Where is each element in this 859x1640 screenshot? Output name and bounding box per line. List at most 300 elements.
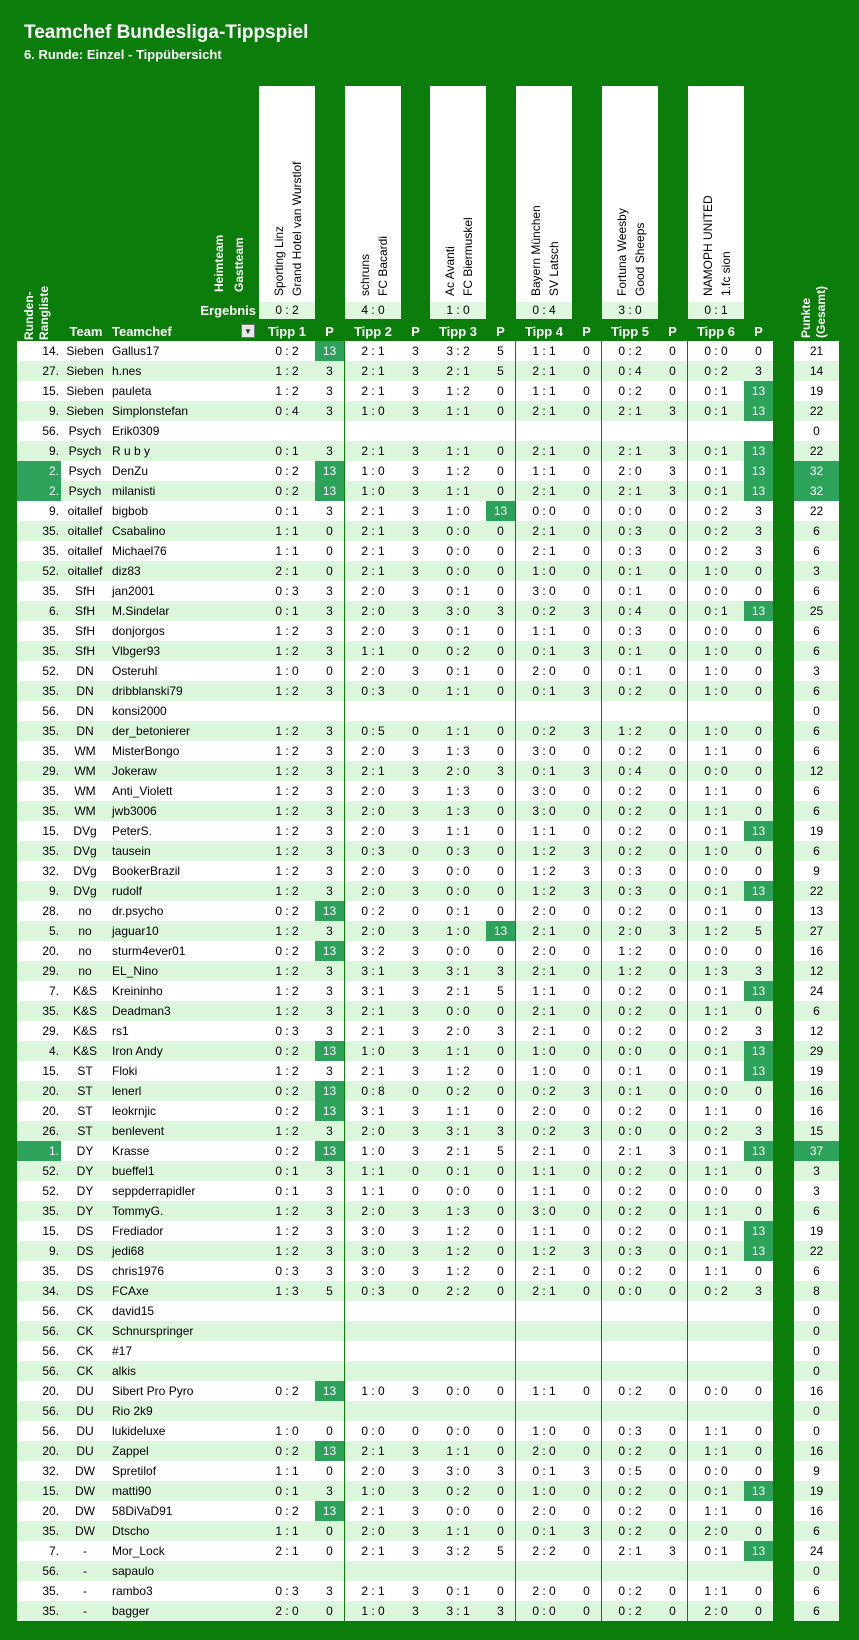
team-cell: no — [61, 961, 109, 981]
tipp2-cell: 2 : 0 — [345, 781, 401, 801]
punkte-cell: 22 — [794, 441, 839, 461]
table-row — [17, 341, 839, 361]
tipp2-cell: 0 : 3 — [345, 681, 401, 701]
p4-cell: 0 — [572, 1601, 601, 1621]
teamchef-cell: jaguar10 — [109, 921, 259, 941]
p4-cell: 0 — [572, 481, 601, 501]
tipp5-cell: 0 : 3 — [602, 541, 658, 561]
tipp2-cell: 3 : 0 — [345, 1221, 401, 1241]
p5-cell: 0 — [658, 1421, 687, 1441]
p3-cell: 0 — [486, 381, 515, 401]
tipp5-cell: 0 : 1 — [602, 1061, 658, 1081]
punkte-cell: 8 — [794, 1281, 839, 1301]
tipp2-cell — [345, 421, 401, 441]
tipp6-cell: 0 : 1 — [688, 901, 744, 921]
p2-cell: 0 — [401, 681, 430, 701]
p6-cell — [744, 1561, 773, 1581]
p4-cell: 0 — [572, 541, 601, 561]
tipp2-cell: 2 : 0 — [345, 1121, 401, 1141]
team-cell: DN — [61, 721, 109, 741]
p5-cell: 0 — [658, 1461, 687, 1481]
tipp2-cell: 2 : 0 — [345, 821, 401, 841]
team-cell: ST — [61, 1121, 109, 1141]
match-column-6 — [688, 86, 744, 316]
p2-cell: 3 — [401, 481, 430, 501]
teamchef-cell: sturm4ever01 — [109, 941, 259, 961]
p2-cell: 3 — [401, 461, 430, 481]
tipp1-cell: 1 : 2 — [259, 881, 315, 901]
punkte-cell: 0 — [794, 421, 839, 441]
tipp1-cell: 0 : 4 — [259, 401, 315, 421]
tipp4-cell: 2 : 1 — [516, 1281, 572, 1301]
p1-cell: 13 — [315, 901, 344, 921]
p3-cell: 0 — [486, 681, 515, 701]
rang-cell: 35. — [17, 521, 61, 541]
tipp1-cell: 0 : 1 — [259, 1181, 315, 1201]
rang-cell: 35. — [17, 1601, 61, 1621]
tipp1-cell: 1 : 2 — [259, 861, 315, 881]
p6-cell: 0 — [744, 1181, 773, 1201]
tipp1-cell: 0 : 2 — [259, 341, 315, 361]
tipp1-cell — [259, 701, 315, 721]
tipp1-cell: 1 : 2 — [259, 921, 315, 941]
table-row — [17, 1161, 839, 1181]
tipp2-cell — [345, 701, 401, 721]
p2-cell: 3 — [401, 381, 430, 401]
p3-cell: 0 — [486, 481, 515, 501]
tipp1-cell: 1 : 0 — [259, 661, 315, 681]
teamchef-cell: david15 — [109, 1301, 259, 1321]
tipp2-cell: 2 : 1 — [345, 1501, 401, 1521]
tipp6-cell: 0 : 2 — [688, 1121, 744, 1141]
tipp2-cell — [345, 1341, 401, 1361]
punkte-cell: 14 — [794, 361, 839, 381]
punkte-cell: 0 — [794, 1401, 839, 1421]
tipp5-cell: 0 : 2 — [602, 1481, 658, 1501]
tipp1-cell: 1 : 2 — [259, 801, 315, 821]
tipp6-cell — [688, 1321, 744, 1341]
teamchef-cell: R u b y — [109, 441, 259, 461]
p5-cell: 0 — [658, 601, 687, 621]
tipp3-cell: 0 : 1 — [430, 1161, 486, 1181]
tipp3-cell: 0 : 0 — [430, 1381, 486, 1401]
teamchef-cell: Zappel — [109, 1441, 259, 1461]
p4-cell: 0 — [572, 361, 601, 381]
p2-cell: 3 — [401, 441, 430, 461]
tipp4-cell: 1 : 1 — [516, 461, 572, 481]
tipp3-cell: 1 : 3 — [430, 741, 486, 761]
result-1: 0 : 2 — [259, 302, 315, 319]
tipp3-cell: 1 : 2 — [430, 461, 486, 481]
punkte-cell: 19 — [794, 381, 839, 401]
tipp6-cell: 0 : 1 — [688, 1041, 744, 1061]
team-cell: ST — [61, 1061, 109, 1081]
p2-cell: 3 — [401, 1221, 430, 1241]
table-row — [17, 1401, 839, 1421]
team-cell: CK — [61, 1361, 109, 1381]
teamchef-cell: Iron Andy — [109, 1041, 259, 1061]
p4-cell — [572, 1561, 601, 1581]
tipp4-cell: 3 : 0 — [516, 1201, 572, 1221]
tipp2-cell: 3 : 1 — [345, 961, 401, 981]
tipp5-cell: 0 : 2 — [602, 1601, 658, 1621]
teamchef-cell: Jokeraw — [109, 761, 259, 781]
punkte-cell: 16 — [794, 941, 839, 961]
team-cell: - — [61, 1581, 109, 1601]
table-row — [17, 421, 839, 441]
tipp6-cell: 1 : 1 — [688, 1261, 744, 1281]
teamchef-cell: diz83 — [109, 561, 259, 581]
tipp3-cell: 3 : 1 — [430, 1121, 486, 1141]
p2-cell: 3 — [401, 561, 430, 581]
tipp2-cell: 0 : 3 — [345, 1281, 401, 1301]
punkte-cell: 6 — [794, 521, 839, 541]
p5-cell: 0 — [658, 1521, 687, 1541]
p5-cell: 0 — [658, 681, 687, 701]
tipp3-cell: 1 : 3 — [430, 781, 486, 801]
tipp3-cell: 2 : 2 — [430, 1281, 486, 1301]
tipp1-cell: 1 : 2 — [259, 841, 315, 861]
tipp2-cell: 1 : 1 — [345, 641, 401, 661]
p6-cell — [744, 701, 773, 721]
p5-cell: 0 — [658, 561, 687, 581]
teamchef-cell: Sibert Pro Pyro — [109, 1381, 259, 1401]
table-row — [17, 1341, 839, 1361]
filter-dropdown-icon[interactable]: ▼ — [241, 324, 255, 338]
p6-cell: 0 — [744, 1461, 773, 1481]
tipp6-cell: 1 : 1 — [688, 1161, 744, 1181]
p1-cell: 3 — [315, 1221, 344, 1241]
tipp4-cell: 2 : 1 — [516, 361, 572, 381]
p3-cell — [486, 1361, 515, 1381]
p1-cell: 0 — [315, 661, 344, 681]
p5-cell: 0 — [658, 1021, 687, 1041]
teamchef-cell: 58DiVaD91 — [109, 1501, 259, 1521]
result-5: 3 : 0 — [602, 302, 658, 319]
teamchef-cell: jan2001 — [109, 581, 259, 601]
p1-cell: 3 — [315, 361, 344, 381]
table-row — [17, 661, 839, 681]
p3-cell: 0 — [486, 1001, 515, 1021]
rang-cell: 56. — [17, 1401, 61, 1421]
p3-cell: 0 — [486, 1081, 515, 1101]
teamchef-cell: konsi2000 — [109, 701, 259, 721]
tipp6-cell: 0 : 0 — [688, 1461, 744, 1481]
p2-cell: 3 — [401, 1441, 430, 1461]
tipp6-cell: 0 : 1 — [688, 1241, 744, 1261]
tipp2-cell: 2 : 1 — [345, 1581, 401, 1601]
punkte-cell: 19 — [794, 1221, 839, 1241]
tipp5-cell: 0 : 5 — [602, 1461, 658, 1481]
tipp1-cell: 0 : 3 — [259, 1581, 315, 1601]
team-cell: ST — [61, 1081, 109, 1101]
tipp3-cell: 1 : 1 — [430, 681, 486, 701]
p3-cell: 0 — [486, 1161, 515, 1181]
p6-cell: 0 — [744, 1601, 773, 1621]
tipp5-cell: 1 : 2 — [602, 941, 658, 961]
p3-cell: 0 — [486, 901, 515, 921]
p4-cell: 0 — [572, 1261, 601, 1281]
tipp5-cell — [602, 421, 658, 441]
tipp2-cell: 0 : 0 — [345, 1421, 401, 1441]
teamchef-cell: Simplonstefan — [109, 401, 259, 421]
tipp3-cell: 0 : 1 — [430, 621, 486, 641]
p4-cell: 0 — [572, 1541, 601, 1561]
tipp5-cell: 0 : 2 — [602, 1161, 658, 1181]
tipp2-cell: 0 : 8 — [345, 1081, 401, 1101]
tipp5-cell: 0 : 0 — [602, 501, 658, 521]
p2-cell: 3 — [401, 1021, 430, 1041]
tipp2-cell: 1 : 0 — [345, 481, 401, 501]
p6-cell: 13 — [744, 1241, 773, 1261]
p4-cell: 0 — [572, 1141, 601, 1161]
p2-cell: 3 — [401, 801, 430, 821]
tipp2-cell: 2 : 0 — [345, 601, 401, 621]
p3-cell: 0 — [486, 561, 515, 581]
tipp4-cell: 0 : 2 — [516, 1081, 572, 1101]
table-row — [17, 1261, 839, 1281]
tipp3-cell: 1 : 1 — [430, 401, 486, 421]
heimteam-label: Heimteam — [212, 234, 226, 292]
rang-cell: 9. — [17, 501, 61, 521]
home-team-4: Bayern München — [529, 205, 543, 296]
tipp5-cell: 0 : 2 — [602, 1501, 658, 1521]
teamchef-cell: Erik0309 — [109, 421, 259, 441]
p5-cell — [658, 701, 687, 721]
tipp1-cell: 1 : 1 — [259, 1521, 315, 1541]
tipp1-cell: 1 : 2 — [259, 361, 315, 381]
tipp2-cell: 1 : 0 — [345, 1141, 401, 1161]
tipp3-cell: 1 : 3 — [430, 1201, 486, 1221]
p4-cell: 3 — [572, 1121, 601, 1141]
tipp4-cell: 2 : 1 — [516, 1261, 572, 1281]
tipp2-cell — [345, 1401, 401, 1421]
tipp3-cell: 0 : 0 — [430, 861, 486, 881]
p1-cell: 3 — [315, 1181, 344, 1201]
p5-cell: 0 — [658, 1601, 687, 1621]
tipp1-cell: 0 : 1 — [259, 501, 315, 521]
p6-cell: 13 — [744, 381, 773, 401]
p5-cell: 3 — [658, 481, 687, 501]
p6-cell: 13 — [744, 1141, 773, 1161]
teamchef-cell: dr.psycho — [109, 901, 259, 921]
p6-cell: 3 — [744, 1021, 773, 1041]
p5-cell: 0 — [658, 661, 687, 681]
p2-cell: 3 — [401, 921, 430, 941]
tipp1-cell: 0 : 1 — [259, 441, 315, 461]
tipp2-cell: 2 : 0 — [345, 881, 401, 901]
p5-cell: 0 — [658, 1001, 687, 1021]
p6-cell: 3 — [744, 1121, 773, 1141]
tipp2-cell: 2 : 1 — [345, 761, 401, 781]
tipp6-cell: 1 : 1 — [688, 1581, 744, 1601]
tipp1-cell: 0 : 2 — [259, 1101, 315, 1121]
tipp2-cell: 2 : 1 — [345, 381, 401, 401]
tipp6-cell: 0 : 0 — [688, 761, 744, 781]
p5-cell: 0 — [658, 981, 687, 1001]
p5-cell: 0 — [658, 741, 687, 761]
p1-cell: 13 — [315, 941, 344, 961]
tipp2-cell: 1 : 0 — [345, 1481, 401, 1501]
tipp5-cell: 0 : 2 — [602, 821, 658, 841]
tipp5-cell: 0 : 2 — [602, 801, 658, 821]
p2-cell: 3 — [401, 1201, 430, 1221]
tipp3-cell: 3 : 1 — [430, 1601, 486, 1621]
p4-cell: 3 — [572, 641, 601, 661]
tipp3-cell: 0 : 0 — [430, 1181, 486, 1201]
tipp5-cell: 0 : 4 — [602, 761, 658, 781]
tipp3-cell: 1 : 0 — [430, 921, 486, 941]
tipp5-cell: 1 : 2 — [602, 721, 658, 741]
rang-cell: 29. — [17, 1021, 61, 1041]
punkte-cell: 6 — [794, 841, 839, 861]
table-row — [17, 1481, 839, 1501]
p1-cell: 13 — [315, 1081, 344, 1101]
punkte-cell: 12 — [794, 961, 839, 981]
tipp5-cell: 0 : 2 — [602, 901, 658, 921]
tipp4-cell: 1 : 2 — [516, 1241, 572, 1261]
tipp2-cell: 3 : 0 — [345, 1241, 401, 1261]
table-row — [17, 881, 839, 901]
p2-cell: 3 — [401, 1241, 430, 1261]
tipp1-cell — [259, 1561, 315, 1581]
table-row — [17, 821, 839, 841]
p6-cell: 13 — [744, 881, 773, 901]
tipp5-cell — [602, 1301, 658, 1321]
tipp3-cell: 0 : 1 — [430, 661, 486, 681]
tipp5-cell: 0 : 2 — [602, 1441, 658, 1461]
p1-cell: 3 — [315, 801, 344, 821]
p6-cell: 3 — [744, 541, 773, 561]
p4-cell — [572, 1301, 601, 1321]
p4-cell: 0 — [572, 1001, 601, 1021]
p6-cell: 3 — [744, 1281, 773, 1301]
punkte-cell: 6 — [794, 1601, 839, 1621]
p6-cell: 0 — [744, 581, 773, 601]
p2-cell: 0 — [401, 641, 430, 661]
team-cell: no — [61, 901, 109, 921]
p3-cell: 3 — [486, 1461, 515, 1481]
tipp6-cell: 1 : 0 — [688, 841, 744, 861]
p3-cell: 3 — [486, 1121, 515, 1141]
home-team-5: Fortuna Weesby — [615, 208, 629, 296]
p1-cell: 3 — [315, 621, 344, 641]
teamchef-cell: Gallus17 — [109, 341, 259, 361]
table-row — [17, 1201, 839, 1221]
punkte-cell: 6 — [794, 1581, 839, 1601]
rang-cell: 34. — [17, 1281, 61, 1301]
teamchef-cell: MisterBongo — [109, 741, 259, 761]
teamchef-cell: Anti_Violett — [109, 781, 259, 801]
rang-cell: 29. — [17, 961, 61, 981]
table-row — [17, 1581, 839, 1601]
teamchef-cell: PeterS. — [109, 821, 259, 841]
teamchef-cell: sapaulo — [109, 1561, 259, 1581]
table-row — [17, 781, 839, 801]
tipp2-cell: 0 : 3 — [345, 841, 401, 861]
p6-cell — [744, 1401, 773, 1421]
p3-cell: 5 — [486, 361, 515, 381]
p-header-4: P — [582, 324, 591, 339]
tipp5-cell: 0 : 2 — [602, 1181, 658, 1201]
tipp4-cell: 1 : 1 — [516, 1221, 572, 1241]
p2-cell — [401, 1341, 430, 1361]
table-row — [17, 1101, 839, 1121]
tipp4-cell: 3 : 0 — [516, 581, 572, 601]
p5-cell: 0 — [658, 581, 687, 601]
teamchef-cell: Csabalino — [109, 521, 259, 541]
p5-cell — [658, 421, 687, 441]
tipp2-cell: 3 : 1 — [345, 1101, 401, 1121]
tipp1-cell: 0 : 3 — [259, 581, 315, 601]
team-cell: Sieben — [61, 361, 109, 381]
rang-cell: 20. — [17, 1081, 61, 1101]
tipp4-cell: 2 : 1 — [516, 481, 572, 501]
ergebnis-label: Ergebnis — [200, 303, 256, 318]
tipp2-cell: 2 : 0 — [345, 1461, 401, 1481]
tipp6-cell: 1 : 2 — [688, 921, 744, 941]
tipp5-cell: 0 : 2 — [602, 1581, 658, 1601]
tipp5-cell: 0 : 4 — [602, 361, 658, 381]
rang-cell: 35. — [17, 641, 61, 661]
p4-cell: 3 — [572, 861, 601, 881]
p5-cell: 0 — [658, 1281, 687, 1301]
tipp1-cell: 1 : 2 — [259, 821, 315, 841]
p6-cell: 0 — [744, 1101, 773, 1121]
tipp5-cell: 2 : 1 — [602, 441, 658, 461]
table-row — [17, 801, 839, 821]
tipp1-cell: 0 : 3 — [259, 1021, 315, 1041]
p3-cell: 0 — [486, 1241, 515, 1261]
tipp1-cell: 0 : 2 — [259, 481, 315, 501]
p4-cell: 0 — [572, 961, 601, 981]
tipp3-cell: 0 : 1 — [430, 581, 486, 601]
tipp3-cell: 0 : 1 — [430, 1581, 486, 1601]
p5-cell: 0 — [658, 941, 687, 961]
p2-cell: 3 — [401, 1461, 430, 1481]
p6-cell: 13 — [744, 1541, 773, 1561]
p1-cell: 13 — [315, 461, 344, 481]
p4-cell: 3 — [572, 761, 601, 781]
p6-cell: 3 — [744, 361, 773, 381]
p3-cell: 0 — [486, 881, 515, 901]
table-row — [17, 1381, 839, 1401]
p1-cell: 13 — [315, 1381, 344, 1401]
tipp6-cell — [688, 1361, 744, 1381]
tipp1-cell: 0 : 2 — [259, 1441, 315, 1461]
tipp4-cell: 2 : 0 — [516, 941, 572, 961]
p6-cell — [744, 1341, 773, 1361]
p4-cell: 0 — [572, 661, 601, 681]
tipp5-cell: 0 : 1 — [602, 561, 658, 581]
tipp6-cell: 0 : 0 — [688, 1381, 744, 1401]
tipp3-cell — [430, 1301, 486, 1321]
p2-cell: 3 — [401, 621, 430, 641]
tipp6-cell: 0 : 0 — [688, 581, 744, 601]
rang-cell: 6. — [17, 601, 61, 621]
teamchef-cell: FCAxe — [109, 1281, 259, 1301]
tipp5-cell: 2 : 0 — [602, 921, 658, 941]
tipp3-cell: 1 : 1 — [430, 481, 486, 501]
result-4: 0 : 4 — [516, 302, 572, 319]
tipp4-cell: 0 : 0 — [516, 1601, 572, 1621]
team-cell: DY — [61, 1161, 109, 1181]
p1-cell — [315, 1361, 344, 1381]
p4-cell — [572, 1341, 601, 1361]
punkte-cell: 6 — [794, 581, 839, 601]
p4-cell: 0 — [572, 1281, 601, 1301]
tipp-header-1: Tipp 1 — [267, 324, 307, 339]
